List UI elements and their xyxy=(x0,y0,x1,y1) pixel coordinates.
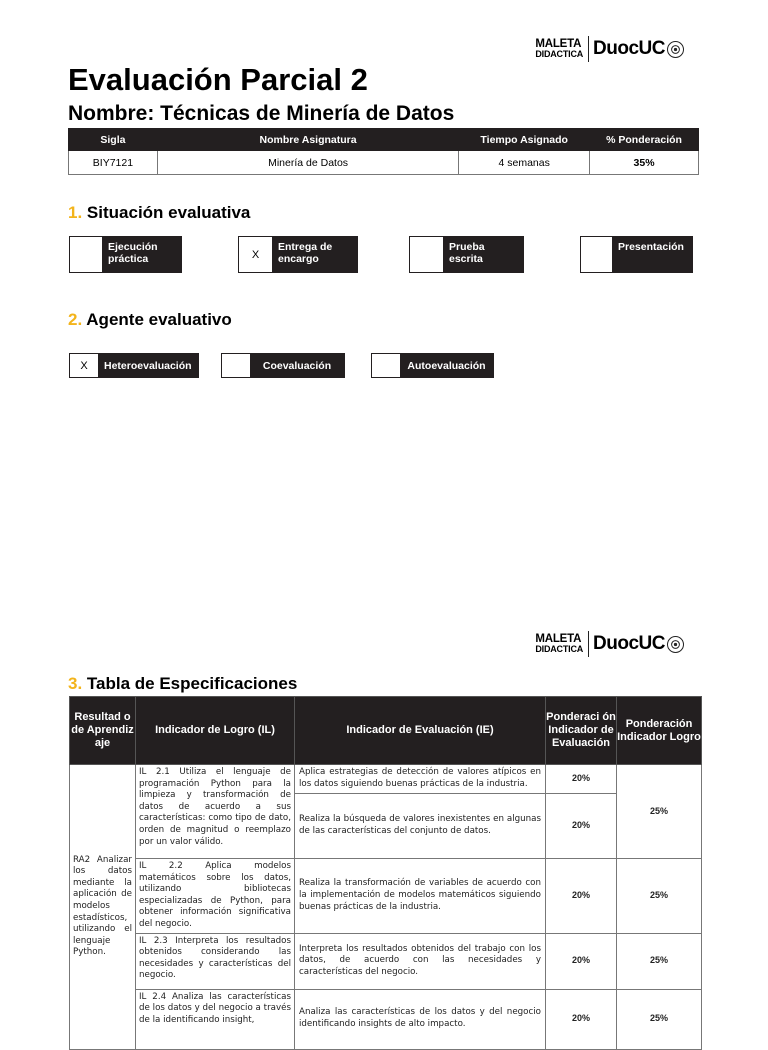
option-prueba-escrita[interactable] xyxy=(409,236,524,273)
logo-maleta-text: MALETA xyxy=(535,38,582,50)
page-subtitle: Nombre: Técnicas de Minería de Datos xyxy=(68,102,455,125)
cell-ie: Realiza la búsqueda de valores inexistentes en algunas de las características del conjunto de datos. xyxy=(295,794,546,859)
option-label: Autoevaluación xyxy=(400,354,493,377)
checkbox[interactable] xyxy=(410,237,443,272)
cell-il-2-4: IL 2.4 Analiza las características de los datos y del negocio a través de la identificando insight, xyxy=(136,989,295,1049)
option-label: Prueba escrita xyxy=(443,237,523,272)
logo-brand-text: DuocUC xyxy=(593,38,665,59)
cell-ponderacion-ie: 20% xyxy=(546,989,617,1049)
section-number: 1. xyxy=(68,203,83,222)
cell-tiempo-asignado: 4 semanas xyxy=(459,151,590,175)
option-coevaluacion[interactable] xyxy=(221,353,345,378)
checkbox[interactable]: X xyxy=(239,237,272,272)
table-row xyxy=(70,989,702,1049)
section-number: 3. xyxy=(68,674,83,693)
header-resultado-aprendizaje: Resultad o de Aprendiz aje xyxy=(70,697,136,765)
course-info-header xyxy=(69,129,699,151)
logo-didactica-text: DIDACTICA xyxy=(535,644,584,654)
duocuc-logo-page2 xyxy=(535,629,684,659)
checkbox[interactable] xyxy=(222,354,250,377)
option-ejecucion-practica[interactable] xyxy=(69,236,182,273)
checkbox[interactable] xyxy=(581,237,612,272)
table-row xyxy=(70,933,702,989)
cell-ponderacion-il: 25% xyxy=(617,989,702,1049)
logo-divider xyxy=(588,631,589,657)
seal-icon xyxy=(667,41,684,58)
cell-ponderacion-il: 25% xyxy=(617,859,702,934)
section-situacion-evaluativa xyxy=(68,203,250,223)
option-heteroevaluacion[interactable] xyxy=(69,353,199,378)
cell-sigla: BIY7121 xyxy=(69,151,158,175)
duocuc-logo xyxy=(535,34,684,64)
cell-il-2-1: IL 2.1 Utiliza el lenguaje de programación Python para la limpieza y transformación de datos de acuerdo a sus características: como tipo de dato, orden de magnitud o reemplazo por un valor válido. xyxy=(136,765,295,859)
cell-ponderacion: 35% xyxy=(590,151,699,175)
option-label: Heteroevaluación xyxy=(98,354,198,377)
section-number: 2. xyxy=(68,310,83,329)
cell-ponderacion-il: 25% xyxy=(617,933,702,989)
specifications-table xyxy=(69,696,702,1050)
cell-ie: Analiza las características de los datos y del negocio identificando insights de alto impacto. xyxy=(295,989,546,1049)
cell-il-2-2: IL 2.2 Aplica modelos matemáticos sobre los datos, utilizando bibliotecas especializadas de Python, para obtener información significativa del negocio. xyxy=(136,859,295,934)
option-label: Ejecución práctica xyxy=(102,237,181,272)
header-indicador-logro: Indicador de Logro (IL) xyxy=(136,697,295,765)
cell-nombre-asignatura: Minería de Datos xyxy=(157,151,458,175)
cell-resultado-aprendizaje: RA2 Analizar los datos mediante la aplicación de modelos estadísticos, utilizando el lenguaje Python. xyxy=(70,765,136,1050)
logo-brand-text: DuocUC xyxy=(593,633,665,654)
header-tiempo-asignado: Tiempo Asignado xyxy=(459,129,590,151)
logo-divider xyxy=(588,36,589,62)
course-info-row xyxy=(69,151,699,175)
cell-ie: Realiza la transformación de variables de acuerdo con la implementación de modelos matemáticos siguiendo buenas prácticas de la industria. xyxy=(295,859,546,934)
cell-il-2-3: IL 2.3 Interpreta los resultados obtenidos considerando las necesidades y características del negocio. xyxy=(136,933,295,989)
logo-didactica-text: DIDACTICA xyxy=(535,49,584,59)
table-row xyxy=(70,765,702,794)
checkbox[interactable] xyxy=(372,354,400,377)
option-label: Entrega de encargo xyxy=(272,237,357,272)
option-entrega-de-encargo[interactable] xyxy=(238,236,358,273)
maleta-didactica-logo xyxy=(535,634,583,654)
header-ponderacion: % Ponderación xyxy=(590,129,699,151)
cell-ie: Aplica estrategias de detección de valores atípicos en los datos siguiendo buenas prácticas de la industria. xyxy=(295,765,546,794)
header-ponderacion-ie: Ponderaci ón Indicador de Evaluación xyxy=(546,697,617,765)
checkbox[interactable]: X xyxy=(70,354,98,377)
option-presentacion[interactable] xyxy=(580,236,693,273)
cell-ponderacion-ie: 20% xyxy=(546,859,617,934)
header-sigla: Sigla xyxy=(69,129,158,151)
section-agente-evaluativo xyxy=(68,310,232,330)
table-row xyxy=(70,859,702,934)
cell-ponderacion-ie: 20% xyxy=(546,794,617,859)
cell-ponderacion-ie: 20% xyxy=(546,765,617,794)
course-info-table xyxy=(68,128,699,175)
cell-ie: Interpreta los resultados obtenidos del trabajo con los datos, de acuerdo con las necesidades y características del negocio. xyxy=(295,933,546,989)
header-indicador-evaluacion: Indicador de Evaluación (IE) xyxy=(295,697,546,765)
page-title: Evaluación Parcial 2 xyxy=(68,62,368,97)
option-autoevaluacion[interactable] xyxy=(371,353,494,378)
checkbox[interactable] xyxy=(70,237,102,272)
option-label: Coevaluación xyxy=(250,354,344,377)
section-title: Situación evaluativa xyxy=(86,203,251,222)
section-title: Tabla de Especificaciones xyxy=(86,674,298,693)
cell-ponderacion-ie: 20% xyxy=(546,933,617,989)
cell-ponderacion-il: 25% xyxy=(617,765,702,859)
maleta-didactica-logo xyxy=(535,39,583,59)
header-nombre-asignatura: Nombre Asignatura xyxy=(157,129,458,151)
option-label: Presentación xyxy=(612,237,692,272)
section-title: Agente evaluativo xyxy=(86,310,232,329)
logo-maleta-text: MALETA xyxy=(535,633,582,645)
spec-header-row xyxy=(70,697,702,765)
section-tabla-especificaciones xyxy=(68,674,297,694)
header-ponderacion-il: Ponderación Indicador Logro xyxy=(617,697,702,765)
seal-icon xyxy=(667,636,684,653)
